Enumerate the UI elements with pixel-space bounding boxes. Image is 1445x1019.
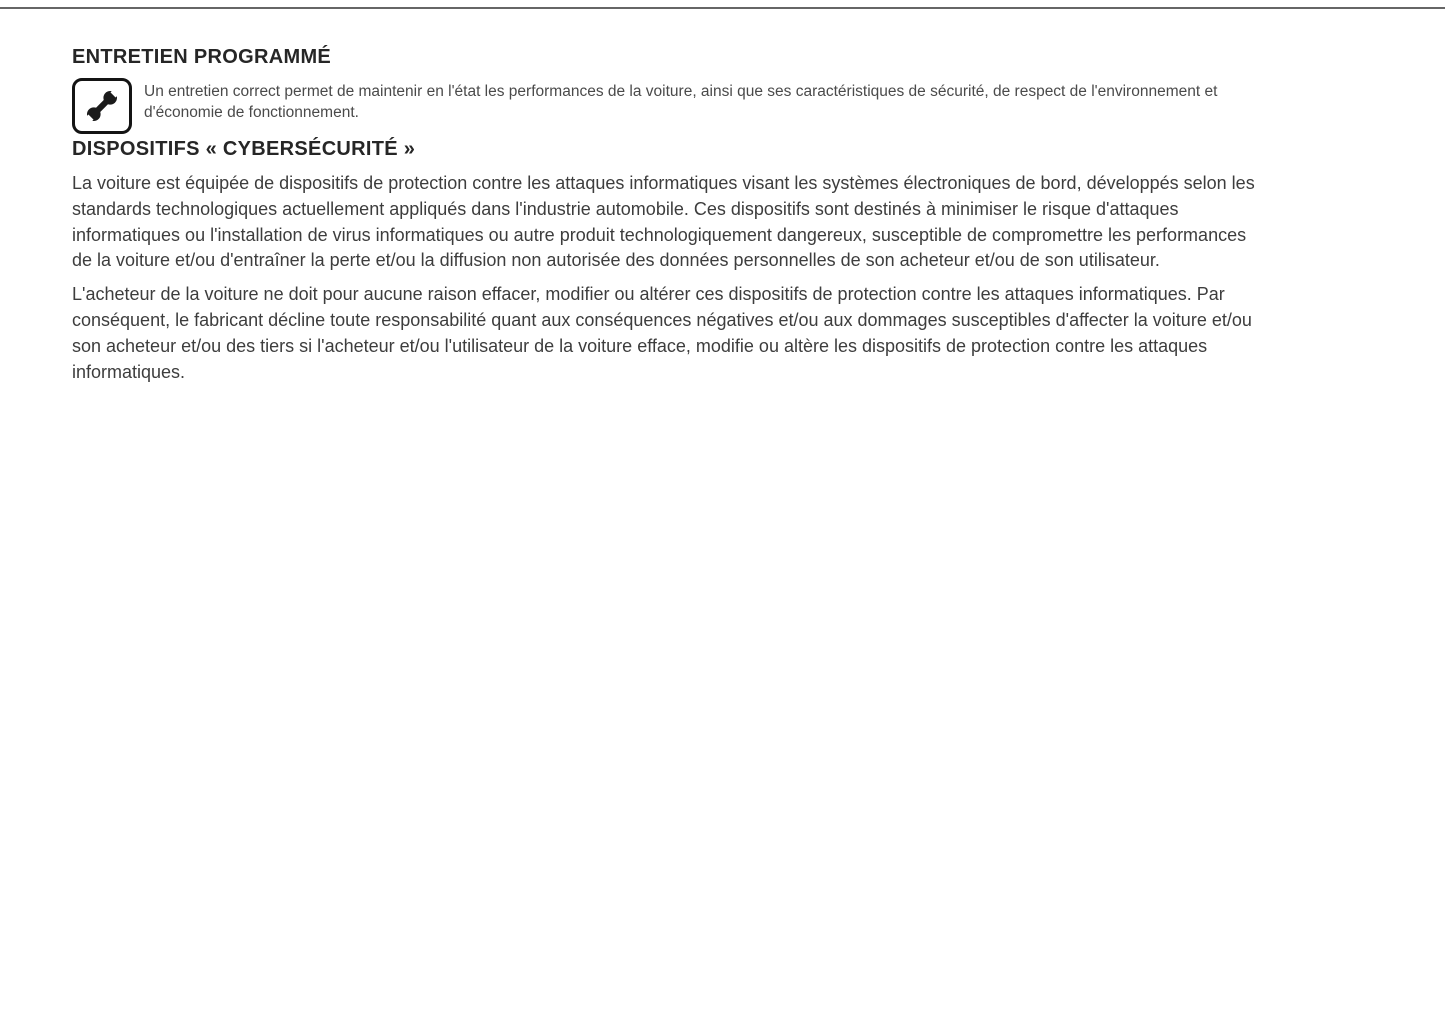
- cybersecurity-paragraph-1: La voiture est équipée de dispositifs de protection contre les attaques informatiques visant les systèmes électroniques de bord, développés selon les standards technologiques actuellement appliqués dans l'industrie automobile. Ces dispositifs sont destinés à minimiser le risque d'attaques informatiques ou l'installation de virus informatiques ou autre produit technologiquement dangereux, susceptible de compromettre les performances de la voiture et/ou d'entraîner la perte et/ou la diffusion non autorisée des données personnelles de son acheteur et/ou de son utilisateur.: [72, 173, 1255, 271]
- top-divider: [0, 7, 1445, 9]
- wrench-icon: [72, 78, 132, 134]
- maintenance-note-text: Un entretien correct permet de maintenir en l'état les performances de la voiture, ainsi que ses caractéristiques de sécurité, de respect de l'environnement et d'économie de fonctionnement.: [144, 83, 1218, 121]
- section-title-cybersecurite: DISPOSITIFS « CYBERSÉCURITÉ »: [72, 138, 416, 160]
- manual-page-content: [72, 46, 1262, 393]
- maintenance-note-block: [72, 78, 1262, 134]
- cybersecurity-paragraph-2: L'acheteur de la voiture ne doit pour aucune raison effacer, modifier ou altérer ces dispositifs de protection contre les attaques informatiques. Par conséquent, le fabricant décline toute responsabilité quant aux conséquences négatives et/ou aux dommages susceptibles d'affecter la voiture et/ou son acheteur et/ou des tiers si l'acheteur et/ou l'utilisateur de la voiture efface, modifie ou altère les dispositifs de protection contre les attaques informatiques.: [72, 284, 1252, 382]
- section-title-entretien-programme: ENTRETIEN PROGRAMMÉ: [72, 46, 332, 68]
